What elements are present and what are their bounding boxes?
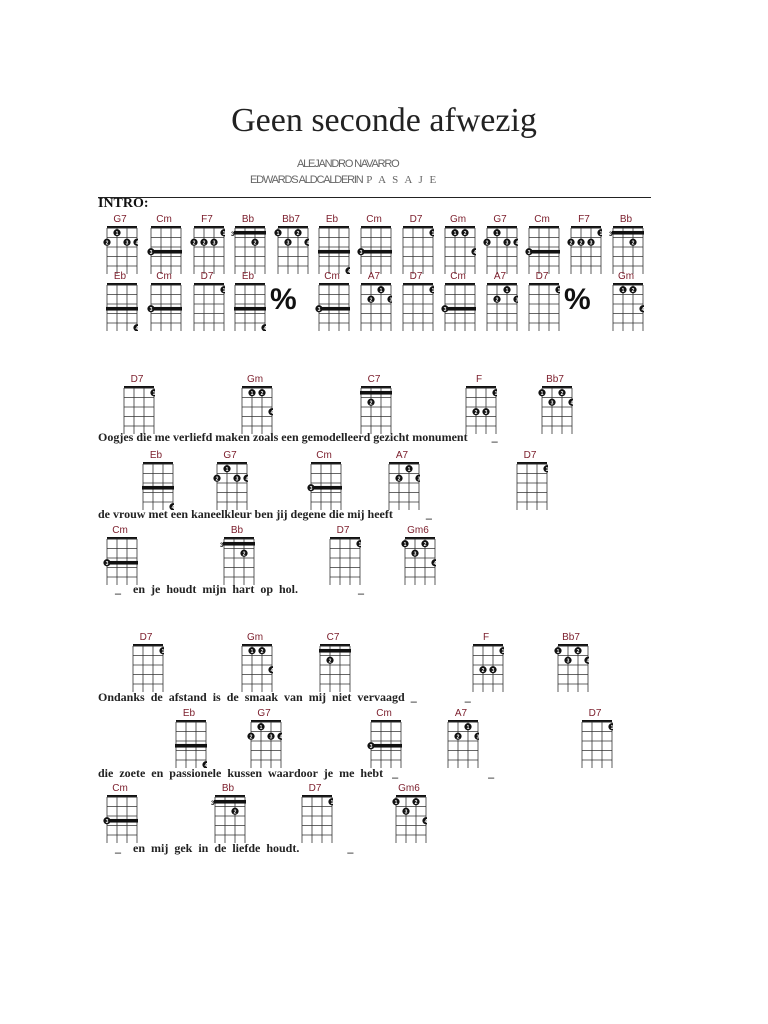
svg-text:2: 2 — [249, 734, 253, 741]
svg-text:2: 2 — [215, 476, 219, 483]
chord-a7-19 — [356, 271, 392, 331]
chord-grid — [482, 281, 518, 331]
chord-name: D7 — [336, 525, 350, 536]
chord-name: D7 — [535, 271, 549, 282]
svg-text:4: 4 — [171, 504, 174, 510]
chord-name: F — [475, 374, 483, 385]
svg-text:4: 4 — [570, 400, 573, 407]
chord-grid — [366, 718, 402, 768]
chord-grid — [314, 224, 350, 274]
svg-text:2: 2 — [474, 409, 478, 416]
svg-text:4: 4 — [641, 306, 644, 313]
chord-name: F — [482, 632, 490, 643]
chord-name: C7 — [326, 632, 340, 643]
svg-text:2: 2 — [105, 240, 109, 247]
svg-text:1: 1 — [599, 230, 602, 237]
svg-text:1: 1 — [494, 390, 497, 397]
chord-name: Bb7 — [562, 632, 580, 643]
song-title: Geen seconde afwezig — [231, 102, 537, 139]
svg-text:4: 4 — [270, 667, 273, 674]
chord-d7-26 — [119, 374, 155, 434]
svg-text:4: 4 — [515, 240, 518, 247]
chord-cm-1 — [146, 214, 182, 274]
chord-bb7-4 — [273, 214, 309, 274]
chord-grid — [315, 642, 351, 692]
svg-text:1: 1 — [394, 799, 398, 806]
chord-grid — [524, 224, 560, 274]
svg-text:1: 1 — [152, 390, 155, 397]
chord-eb-13 — [102, 271, 138, 331]
svg-text:3: 3 — [269, 734, 273, 741]
chord-grid — [128, 642, 164, 692]
lyric-line-3: _ en je houdt mijn hart op hol. _ — [115, 582, 365, 596]
svg-text:3: 3 — [404, 809, 408, 816]
chord-grid — [246, 718, 282, 768]
chord-d7-20 — [398, 271, 434, 331]
svg-text:2: 2 — [579, 240, 583, 247]
svg-text:3: 3 — [309, 485, 313, 492]
author-line-2 — [250, 174, 438, 186]
chord-name: Gm — [617, 271, 635, 282]
chord-d7-40 — [128, 632, 164, 692]
chord-name: D7 — [523, 450, 537, 461]
chord-name: D7 — [139, 632, 153, 643]
svg-text:3: 3 — [413, 551, 417, 558]
chord-name: D7 — [130, 374, 144, 385]
chord-gm6-53 — [391, 783, 427, 843]
svg-text:3: 3 — [220, 542, 224, 549]
chord-bb-37 — [219, 525, 255, 585]
chord-grid — [102, 535, 138, 585]
chord-name: D7 — [409, 214, 423, 225]
chord-grid — [398, 281, 434, 331]
chord-g7-9 — [482, 214, 518, 274]
lyric-line-5: die zoete en passionele kussen waardoor je me hebt _ _ — [98, 766, 495, 780]
svg-text:2: 2 — [414, 799, 418, 806]
chord-name: Cm — [450, 271, 466, 282]
svg-text:3: 3 — [359, 249, 363, 256]
chord-grid — [138, 460, 174, 510]
chord-grid — [468, 642, 504, 692]
svg-text:2: 2 — [296, 230, 300, 237]
svg-text:4: 4 — [306, 240, 309, 247]
chord-eb-31 — [138, 450, 174, 510]
svg-text:3: 3 — [317, 306, 321, 313]
svg-text:2: 2 — [242, 551, 246, 558]
svg-text:4: 4 — [586, 658, 589, 665]
chord-cm-10 — [524, 214, 560, 274]
svg-text:2: 2 — [397, 476, 401, 483]
svg-text:1: 1 — [453, 230, 457, 237]
chord-name: Gm6 — [398, 783, 420, 794]
svg-text:3: 3 — [589, 240, 593, 247]
svg-text:4: 4 — [204, 762, 207, 768]
svg-text:1: 1 — [545, 466, 548, 473]
svg-text:4: 4 — [135, 325, 138, 331]
svg-text:1: 1 — [501, 648, 504, 655]
chord-name: Bb — [619, 214, 633, 225]
chord-name: Gm6 — [407, 525, 429, 536]
svg-text:1: 1 — [621, 287, 625, 294]
svg-text:3: 3 — [369, 743, 373, 750]
chord-g7-32 — [212, 450, 248, 510]
chord-d7-49 — [577, 708, 613, 768]
chord-grid — [230, 224, 266, 274]
chord-name: Eb — [113, 271, 127, 282]
svg-text:2: 2 — [485, 240, 489, 247]
chord-c7-42 — [315, 632, 351, 692]
svg-text:4: 4 — [263, 325, 266, 331]
svg-text:1: 1 — [222, 287, 225, 294]
chord-grid — [400, 535, 436, 585]
chord-name: D7 — [308, 783, 322, 794]
svg-text:3: 3 — [105, 818, 109, 825]
chord-grid — [230, 281, 266, 331]
chord-grid — [219, 535, 255, 585]
svg-text:3: 3 — [515, 297, 518, 304]
svg-text:3: 3 — [235, 476, 239, 483]
chord-bb-3 — [230, 214, 266, 274]
svg-text:1: 1 — [505, 287, 509, 294]
svg-text:2: 2 — [560, 390, 564, 397]
chord-g7-46 — [246, 708, 282, 768]
chord-grid — [440, 281, 476, 331]
chord-gm-27 — [237, 374, 273, 434]
chord-d7-7 — [398, 214, 434, 274]
svg-text:2: 2 — [192, 240, 196, 247]
svg-text:1: 1 — [403, 541, 407, 548]
svg-text:3: 3 — [286, 240, 290, 247]
chord-name: G7 — [493, 214, 507, 225]
svg-text:4: 4 — [433, 560, 436, 567]
author-suffix: P A S A J E — [366, 174, 439, 186]
svg-text:3: 3 — [505, 240, 509, 247]
svg-text:2: 2 — [456, 734, 460, 741]
chord-grid — [325, 535, 361, 585]
svg-text:4: 4 — [424, 818, 427, 825]
lyric-line-1: Oogjes die me verliefd maken zoals een gemodelleerd gezicht monument _ — [98, 430, 498, 444]
chord-name: Bb — [221, 783, 235, 794]
chord-name: Gm — [246, 632, 264, 643]
chord-grid — [102, 281, 138, 331]
svg-text:4: 4 — [347, 268, 350, 274]
lyric-line-4: Ondanks de afstand is de smaak van mij niet vervaagd _ _ — [98, 690, 471, 704]
chord-grid — [398, 224, 434, 274]
svg-text:1: 1 — [556, 648, 560, 655]
svg-text:1: 1 — [115, 230, 119, 237]
chord-a7-34 — [384, 450, 420, 510]
chord-grid — [189, 224, 225, 274]
chord-name: Eb — [149, 450, 163, 461]
chord-name: Gm — [449, 214, 467, 225]
chord-name: Cm — [324, 271, 340, 282]
chord-grid — [237, 642, 273, 692]
svg-text:3: 3 — [476, 734, 479, 741]
author-line-1: ALEJANDRO NAVARRO — [297, 158, 399, 170]
chord-name: Eb — [241, 271, 255, 282]
chord-name: Gm — [246, 374, 264, 385]
chord-cm-18 — [314, 268, 350, 331]
svg-text:2: 2 — [481, 667, 485, 674]
chord-grid — [237, 384, 273, 434]
svg-text:1: 1 — [431, 230, 434, 237]
svg-text:2: 2 — [463, 230, 467, 237]
chord-name: G7 — [257, 708, 271, 719]
chord-name: Bb — [230, 525, 244, 536]
svg-text:2: 2 — [569, 240, 573, 247]
chord-name: Cm — [156, 271, 172, 282]
chord-grid — [356, 384, 392, 434]
svg-text:2: 2 — [423, 541, 427, 548]
svg-text:4: 4 — [270, 409, 273, 416]
chord-bb-12 — [608, 214, 644, 274]
chord-grid — [306, 460, 342, 510]
chord-name: Bb7 — [282, 214, 300, 225]
chord-name: Eb — [325, 214, 339, 225]
chord-grid — [384, 460, 420, 510]
svg-text:3: 3 — [389, 297, 392, 304]
chord-grid — [212, 460, 248, 510]
chord-name: Cm — [316, 450, 332, 461]
svg-text:2: 2 — [328, 658, 332, 665]
chord-name: G7 — [223, 450, 237, 461]
chord-grid — [566, 224, 602, 274]
chord-name: Cm — [366, 214, 382, 225]
svg-text:1: 1 — [225, 466, 229, 473]
svg-text:3: 3 — [527, 249, 531, 256]
chord-f7-11 — [566, 214, 602, 274]
svg-text:3: 3 — [550, 400, 554, 407]
chord-name: F7 — [578, 214, 590, 225]
svg-text:1: 1 — [431, 287, 434, 294]
svg-text:1: 1 — [540, 390, 544, 397]
chord-cm-50 — [102, 783, 138, 843]
chord-grid — [524, 281, 560, 331]
repeat-symbol: % — [270, 283, 297, 316]
svg-text:2: 2 — [260, 648, 264, 655]
chord-grid — [297, 793, 333, 843]
chord-name: D7 — [200, 271, 214, 282]
chord-bb7-44 — [553, 632, 589, 692]
chord-g7-0 — [102, 214, 138, 274]
chord-grid — [171, 718, 207, 768]
chord-name: A7 — [454, 708, 468, 719]
chord-name: F7 — [201, 214, 213, 225]
chord-bb-51 — [210, 783, 246, 843]
chord-grid — [577, 718, 613, 768]
chord-grid — [608, 281, 644, 331]
svg-text:2: 2 — [631, 287, 635, 294]
chord-bb7-30 — [537, 374, 573, 434]
chord-gm-25 — [608, 271, 644, 331]
svg-text:1: 1 — [259, 724, 263, 731]
chord-grid — [461, 384, 497, 434]
chord-name: A7 — [367, 271, 381, 282]
chord-name: Bb7 — [546, 374, 564, 385]
svg-text:2: 2 — [495, 297, 499, 304]
svg-text:2: 2 — [233, 809, 237, 816]
chord-grid — [102, 793, 138, 843]
chord-name: Cm — [534, 214, 550, 225]
svg-text:2: 2 — [576, 648, 580, 655]
svg-text:1: 1 — [466, 724, 470, 731]
chord-gm-41 — [237, 632, 273, 692]
svg-text:2: 2 — [369, 297, 373, 304]
svg-text:1: 1 — [407, 466, 411, 473]
chord-name: Cm — [156, 214, 172, 225]
svg-text:2: 2 — [369, 400, 373, 407]
chord-grid — [608, 224, 644, 274]
chord-eb-5 — [314, 214, 350, 274]
chord-grid — [119, 384, 155, 434]
chord-name: C7 — [367, 374, 381, 385]
svg-text:3: 3 — [105, 560, 109, 567]
chord-name: Cm — [376, 708, 392, 719]
chord-grid — [314, 281, 350, 331]
chord-grid — [210, 793, 246, 843]
chord-f7-2 — [189, 214, 225, 274]
svg-text:1: 1 — [358, 541, 361, 548]
repeat-symbol: % — [564, 283, 591, 316]
chord-d7-52 — [297, 783, 333, 843]
svg-text:3: 3 — [212, 240, 216, 247]
chord-d7-23 — [524, 271, 560, 331]
svg-text:1: 1 — [330, 799, 333, 806]
chord-grid — [102, 224, 138, 274]
svg-text:3: 3 — [231, 231, 235, 238]
chord-a7-48 — [443, 708, 479, 768]
lyric-line-6: _ en mij gek in de liefde houdt. _ — [115, 841, 354, 855]
chord-name: G7 — [113, 214, 127, 225]
chord-grid — [146, 281, 182, 331]
svg-text:2: 2 — [253, 240, 257, 247]
chord-grid — [391, 793, 427, 843]
chord-d7-35 — [512, 450, 548, 510]
svg-text:3: 3 — [149, 249, 153, 256]
chord-cm-14 — [146, 271, 182, 331]
svg-text:1: 1 — [250, 648, 254, 655]
chord-grid — [512, 460, 548, 510]
chord-grid — [356, 281, 392, 331]
chord-grid — [553, 642, 589, 692]
chord-eb-16 — [230, 271, 266, 331]
svg-text:2: 2 — [202, 240, 206, 247]
chord-name: A7 — [395, 450, 409, 461]
chord-name: Cm — [112, 525, 128, 536]
chord-d7-15 — [189, 271, 225, 331]
chord-cm-36 — [102, 525, 138, 585]
chord-grid — [356, 224, 392, 274]
author-name-2: EDWARDS ALDCALDERIN — [250, 174, 363, 186]
svg-text:2: 2 — [260, 390, 264, 397]
svg-text:3: 3 — [491, 667, 495, 674]
chord-grid — [443, 718, 479, 768]
chord-grid — [482, 224, 518, 274]
chord-f-43 — [468, 632, 504, 692]
chord-name: A7 — [493, 271, 507, 282]
intro-rule — [98, 197, 651, 198]
chord-name: Bb — [241, 214, 255, 225]
chord-name: D7 — [588, 708, 602, 719]
chord-a7-22 — [482, 271, 518, 331]
chord-name: Eb — [182, 708, 196, 719]
chord-cm-21 — [440, 271, 476, 331]
svg-text:1: 1 — [495, 230, 499, 237]
intro-label: INTRO: — [98, 196, 149, 211]
svg-text:1: 1 — [610, 724, 613, 731]
svg-text:1: 1 — [276, 230, 280, 237]
svg-text:3: 3 — [211, 800, 215, 807]
svg-text:1: 1 — [250, 390, 254, 397]
svg-text:1: 1 — [222, 230, 225, 237]
chord-grid — [537, 384, 573, 434]
chord-grid — [189, 281, 225, 331]
svg-text:3: 3 — [609, 231, 613, 238]
chord-name: D7 — [409, 271, 423, 282]
chord-grid — [440, 224, 476, 274]
chord-gm-8 — [440, 214, 476, 274]
svg-text:1: 1 — [379, 287, 383, 294]
lyric-line-2: de vrouw met een kaneelkleur ben jij degene die mij heeft _ — [98, 507, 432, 521]
chord-gm6-39 — [400, 525, 436, 585]
chord-d7-38 — [325, 525, 361, 585]
svg-text:3: 3 — [443, 306, 447, 313]
svg-text:3: 3 — [566, 658, 570, 665]
chord-cm-47 — [366, 708, 402, 768]
chord-name: Cm — [112, 783, 128, 794]
svg-text:3: 3 — [417, 476, 420, 483]
svg-text:3: 3 — [149, 306, 153, 313]
chord-eb-45 — [171, 708, 207, 768]
chord-grid — [273, 224, 309, 274]
chord-c7-28 — [356, 374, 392, 434]
svg-text:4: 4 — [245, 476, 248, 483]
svg-text:3: 3 — [125, 240, 129, 247]
svg-text:2: 2 — [631, 240, 635, 247]
svg-text:1: 1 — [557, 287, 560, 294]
chord-f-29 — [461, 374, 497, 434]
svg-text:1: 1 — [161, 648, 164, 655]
svg-text:4: 4 — [473, 249, 476, 256]
chord-cm-6 — [356, 214, 392, 274]
chord-grid — [146, 224, 182, 274]
svg-text:3: 3 — [484, 409, 488, 416]
svg-text:4: 4 — [279, 734, 282, 741]
chord-cm-33 — [306, 450, 342, 510]
svg-text:4: 4 — [135, 240, 138, 247]
